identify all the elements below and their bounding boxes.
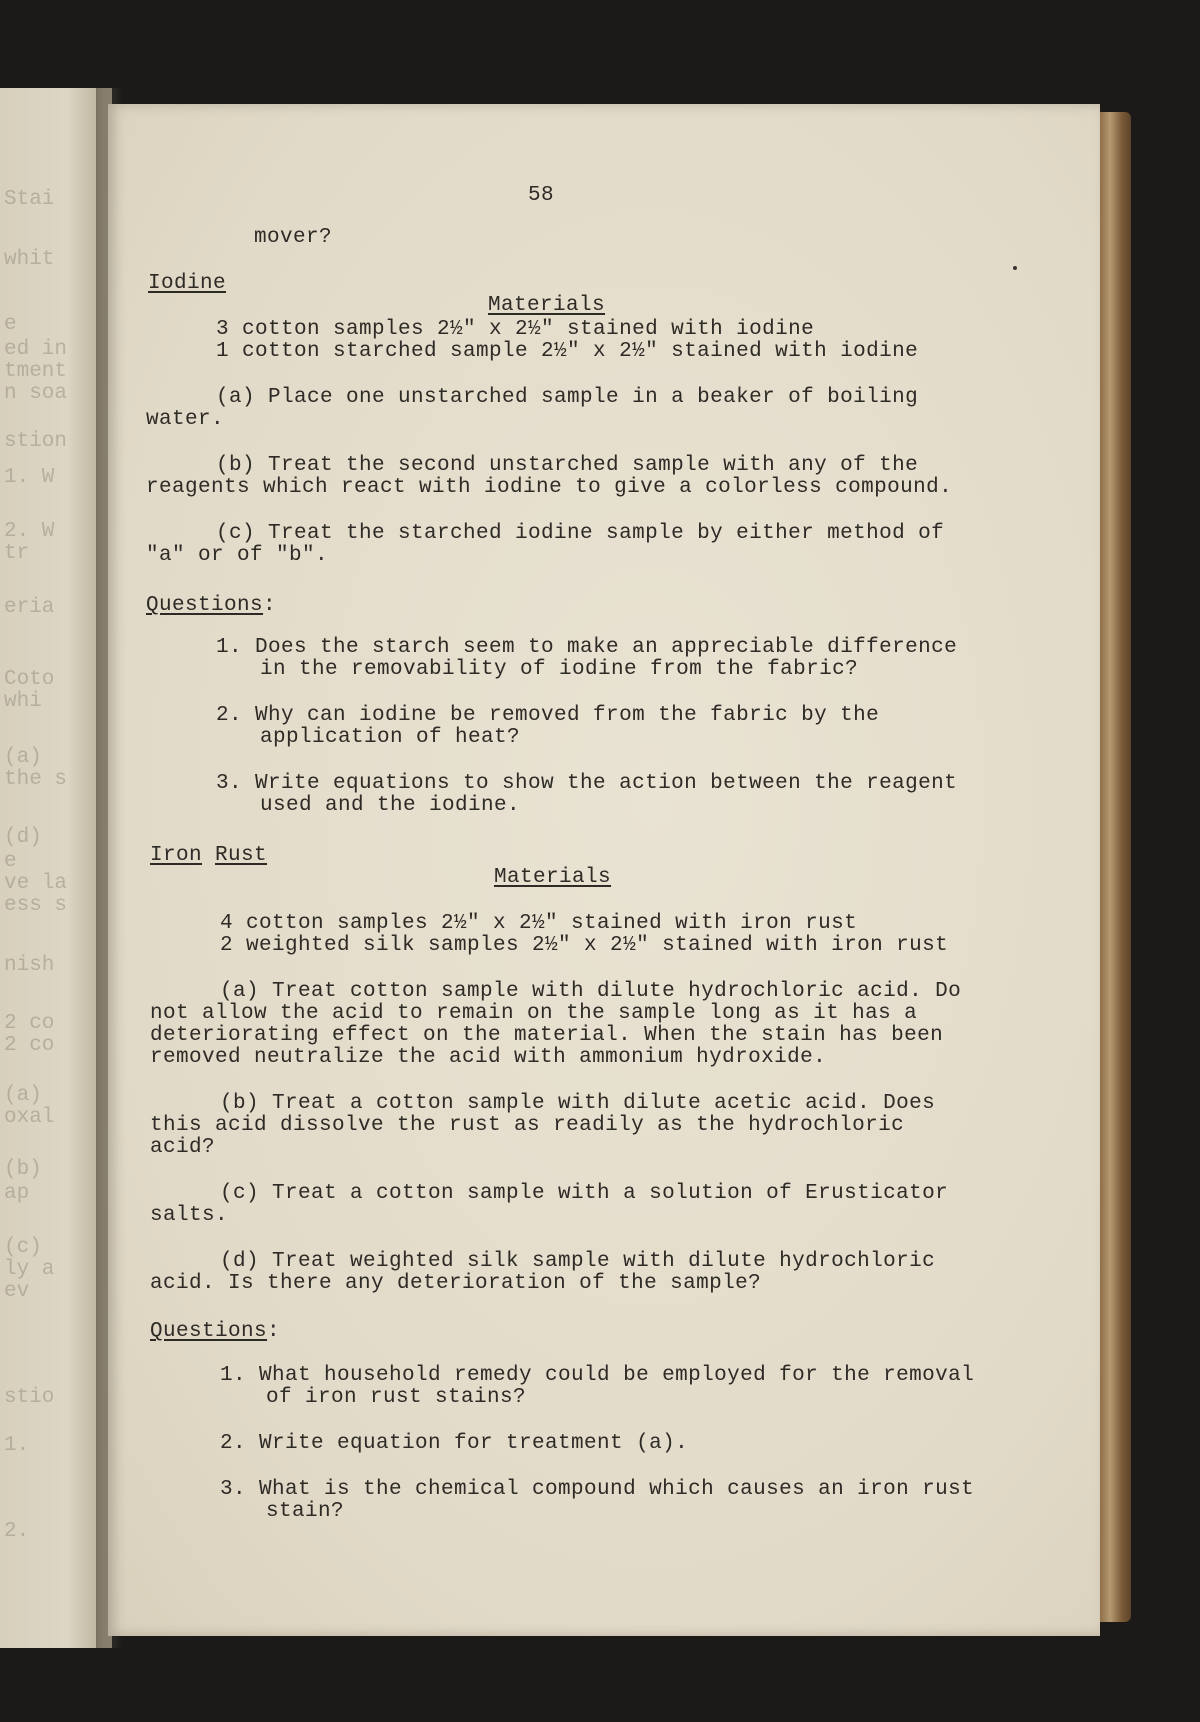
iodine-questions-label: Questions xyxy=(146,594,264,617)
iodine-step-a: (a) Place one unstarched sample in a beaker of boiling xyxy=(216,386,919,409)
iron-rust-question-3-cont: stain? xyxy=(266,1500,345,1523)
iron-rust-material-item: 4 cotton samples 2½" x 2½" stained with iron rust xyxy=(220,912,858,935)
iron-rust-heading-word: Rust xyxy=(215,844,268,867)
iodine-questions-heading xyxy=(146,594,276,617)
iron-rust-step-b: (b) Treat a cotton sample with dilute acetic acid. Does xyxy=(220,1092,936,1115)
iron-rust-step-b-cont: acid? xyxy=(150,1136,216,1159)
iron-rust-step-d-cont: acid. Is there any deterioration of the sample? xyxy=(150,1272,762,1295)
iron-rust-step-d: (d) Treat weighted silk sample with dilute hydrochloric xyxy=(220,1250,936,1273)
iron-rust-material-item: 2 weighted silk samples 2½" x 2½" stained with iron rust xyxy=(220,934,949,957)
iodine-step-c-cont: "a" or of "b". xyxy=(146,544,329,567)
iodine-question-2-cont: application of heat? xyxy=(260,726,521,749)
iodine-materials-heading: Materials xyxy=(488,294,606,317)
iron-rust-step-a-cont: removed neutralize the acid with ammonium hydroxide. xyxy=(150,1046,827,1069)
iodine-step-b: (b) Treat the second unstarched sample with any of the xyxy=(216,454,919,477)
iron-rust-step-c-cont: salts. xyxy=(150,1204,229,1227)
iron-rust-heading xyxy=(150,844,267,867)
iodine-step-c: (c) Treat the starched iodine sample by either method of xyxy=(216,522,945,545)
iodine-material-item: 1 cotton starched sample 2½" x 2½" stained with iodine xyxy=(216,340,919,363)
iodine-question-1-cont: in the removability of iodine from the fabric? xyxy=(260,658,859,681)
iron-rust-materials-heading: Materials xyxy=(494,866,612,889)
iodine-question-3-cont: used and the iodine. xyxy=(260,794,521,817)
iron-rust-step-a-cont: deteriorating effect on the material. When the stain has been xyxy=(150,1024,944,1047)
iodine-step-b-cont: reagents which react with iodine to give a colorless compound. xyxy=(146,476,953,499)
iodine-heading: Iodine xyxy=(148,272,227,295)
iodine-question-3: 3. Write equations to show the action between the reagent xyxy=(216,772,958,795)
iodine-step-a-cont: water. xyxy=(146,408,225,431)
iron-rust-questions-label: Questions xyxy=(150,1320,268,1343)
iron-rust-question-2: 2. Write equation for treatment (a). xyxy=(220,1432,689,1455)
iron-rust-question-3: 3. What is the chemical compound which causes an iron rust xyxy=(220,1478,975,1501)
iodine-questions-colon: : xyxy=(263,594,277,617)
ink-speck xyxy=(1013,266,1017,270)
iron-rust-heading-word: Iron xyxy=(150,844,203,867)
iron-rust-questions-heading xyxy=(150,1320,280,1343)
iron-rust-questions-colon: : xyxy=(267,1320,281,1343)
iodine-material-item: 3 cotton samples 2½" x 2½" stained with iodine xyxy=(216,318,815,341)
intro-line: mover? xyxy=(254,226,333,249)
iron-rust-step-a-cont: not allow the acid to remain on the sample long as it has a xyxy=(150,1002,918,1025)
iron-rust-step-b-cont: this acid dissolve the rust as readily as the hydrochloric xyxy=(150,1114,905,1137)
iron-rust-step-a: (a) Treat cotton sample with dilute hydrochloric acid. Do xyxy=(220,980,962,1003)
iron-rust-step-c: (c) Treat a cotton sample with a solution of Erusticator xyxy=(220,1182,949,1205)
iodine-question-1: 1. Does the starch seem to make an appreciable difference xyxy=(216,636,958,659)
facing-page-sliver: Stai whit e ed in tment n soa stion 1. W 2. W tr eria Coto whi (a) the s (d) e ve la ess s nish 2 co 2 co (a) oxal (b) ap (c) ly a ev stio 1. 2. xyxy=(0,88,112,1648)
page-number: 58 xyxy=(528,184,555,207)
iron-rust-question-1-cont: of iron rust stains? xyxy=(266,1386,527,1409)
iodine-question-2: 2. Why can iodine be removed from the fabric by the xyxy=(216,704,880,727)
iron-rust-question-1: 1. What household remedy could be employed for the removal xyxy=(220,1364,975,1387)
document-page xyxy=(108,104,1100,1636)
